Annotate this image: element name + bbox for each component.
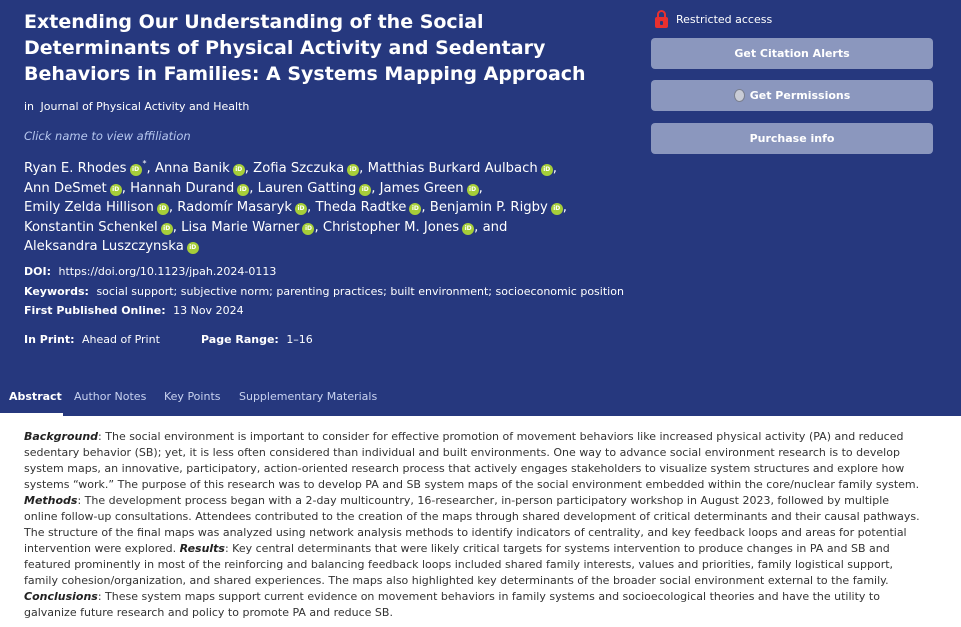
author-name[interactable]: Lisa Marie Warner <box>181 219 300 235</box>
methods-text: : The development process began with a 2-day multicountry, 16-researcher, in-person participatory workshop in August 2023, followed by multiple online follow-up consultations. Attendees contributed to the creation of the maps through shared development of critical determinants and their causal pathways. The structure of the final maps was analyzed using network analysis methods to identify indicators of centrality, and key feedback loops and areas for potential intervention were explored. <box>24 494 920 555</box>
background-text: : The social environment is important to consider for effective promotion of movement behaviors like increased physical activity (PA) and reduced sedentary behavior (SB); yet, it is less often considered than individual and built environments. One way to advance social environment research is to develop system maps, an innovative, participatory, action-oriented research process that actively engages stakeholders to visualize system structures and explore how systems “work.” The purpose of this research was to develop PA and SB system maps of the social environment embedded within the core/nuclear family system. <box>24 430 920 491</box>
restricted-access <box>655 10 772 28</box>
inprint-row <box>24 333 160 346</box>
orcid-icon[interactable]: iD <box>551 203 563 215</box>
author-and-word: and <box>482 219 508 235</box>
tab-supplementary-materials[interactable]: Supplementary Materials <box>239 390 378 403</box>
purchase-info-label: Purchase info <box>749 132 835 145</box>
author-name[interactable]: Emily Zelda Hillison <box>24 200 154 216</box>
active-tab-indicator <box>0 413 63 416</box>
citation-alerts-label: Get Citation Alerts <box>734 47 850 60</box>
orcid-icon[interactable]: iD <box>157 203 169 215</box>
inprint-value: Ahead of Print <box>82 333 160 346</box>
orcid-icon[interactable]: iD <box>302 223 314 235</box>
pagerange-value: 1–16 <box>286 333 313 346</box>
results-text: : Key central determinants that were likely critical targets for systems intervention to produce changes in PA and SB and featured prominently in most of the reinforcing and balancing feedback loops included shared family interests, values and priorities, family logistical support, family cohesion/organization, and shared experiences. The maps also highlighted key determinants of the broader social environment external to the family. <box>24 542 894 587</box>
published-value: 13 Nov 2024 <box>173 304 244 317</box>
conclusions-label: Conclusions <box>24 590 98 603</box>
abstract-body <box>24 429 926 621</box>
restricted-access-label: Restricted access <box>676 13 773 26</box>
permissions-label: Get Permissions <box>749 89 851 102</box>
orcid-icon[interactable]: iD <box>237 184 249 196</box>
author-name[interactable]: Benjamin P. Rigby <box>429 200 548 216</box>
author-name[interactable]: Anna Banik <box>154 161 230 176</box>
orcid-icon[interactable]: iD <box>347 164 359 176</box>
orcid-icon[interactable]: iD <box>409 203 421 215</box>
orcid-icon[interactable]: iD <box>110 184 122 196</box>
orcid-icon[interactable]: iD <box>130 164 142 176</box>
orcid-icon[interactable]: iD <box>462 223 474 235</box>
author-name[interactable]: James Green <box>379 180 464 196</box>
content-tabs <box>0 380 961 416</box>
purchase-info-button[interactable] <box>651 123 933 154</box>
author-name[interactable]: Radomír Masaryk <box>177 200 293 216</box>
author-name[interactable]: Hannah Durand <box>130 180 235 196</box>
journal-prefix: in <box>24 100 35 113</box>
doi-label: DOI: <box>24 265 51 278</box>
author-name[interactable]: Christopher M. Jones <box>322 219 460 235</box>
keywords-label: Keywords: <box>24 285 89 298</box>
view-affiliation-link[interactable]: Click name to view affiliation <box>24 129 191 143</box>
orcid-icon[interactable]: iD <box>467 184 479 196</box>
corresponding-author-marker: * <box>142 159 147 168</box>
lock-icon <box>655 10 668 28</box>
tab-author-notes[interactable]: Author Notes <box>74 390 147 403</box>
published-row <box>24 304 244 317</box>
author-name[interactable]: Aleksandra Luszczynska <box>24 239 184 255</box>
author-name[interactable]: Konstantin Schenkel <box>24 219 158 235</box>
doi-row <box>24 265 276 278</box>
author-name[interactable]: Ryan E. Rhodes <box>24 161 127 176</box>
orcid-icon[interactable]: iD <box>233 164 245 176</box>
background-label: Background <box>24 430 99 443</box>
author-name[interactable]: Zofia Szczuka <box>253 161 345 176</box>
doi-link[interactable]: https://doi.org/10.1123/jpah.2024-0113 <box>58 265 277 278</box>
pagerange-row <box>201 333 313 346</box>
tab-key-points[interactable]: Key Points <box>164 390 221 403</box>
author-name[interactable]: Theda Radtke <box>315 200 407 216</box>
author-name[interactable]: Ann DeSmet <box>24 180 107 196</box>
published-label: First Published Online: <box>24 304 166 317</box>
author-name[interactable]: Lauren Gatting <box>257 180 357 196</box>
orcid-icon[interactable]: iD <box>541 164 553 176</box>
orcid-icon[interactable]: iD <box>187 242 199 254</box>
author-name[interactable]: Matthias Burkard Aulbach <box>367 161 538 176</box>
permissions-icon <box>734 89 745 102</box>
journal-line <box>24 100 249 113</box>
conclusions-text: : These system maps support current evidence on movement behaviors in family systems and socioecological theories and have the utility to galvanize future research and policy to promote PA and reduce SB. <box>24 590 880 619</box>
keywords-value: social support; subjective norm; parenting practices; built environment; socioeconomic position <box>96 285 624 298</box>
author-list: Ryan E. Rhodes iD*, Anna Banik iD , Zofia Szczuka iD , Matthias Burkard Aulbach iD , Ann DeSmet iD , Hannah Durand iD , Lauren Gatting iD , James Green iD , Emily Zelda Hillison iD , Radomír Masaryk iD , Theda Radtke iD , Benjamin P. Rigby iD , Konstantin Schenkel iD , Lisa Marie Warner iD , Christopher M. Jones iD , and Aleksandra Luszczynska iD <box>24 159 567 255</box>
article-title: Extending Our Understanding of the Social Determinants of Physical Activity and Sedentary Behaviors in Families: A Systems Mapping Approach <box>24 11 586 85</box>
get-citation-alerts-button[interactable] <box>651 38 933 69</box>
pagerange-label: Page Range: <box>201 333 279 346</box>
tab-abstract[interactable]: Abstract <box>9 390 62 403</box>
orcid-icon[interactable]: iD <box>161 223 173 235</box>
orcid-icon[interactable]: iD <box>359 184 371 196</box>
methods-label: Methods <box>24 494 78 507</box>
orcid-icon[interactable]: iD <box>295 203 307 215</box>
inprint-label: In Print: <box>24 333 75 346</box>
get-permissions-button[interactable] <box>651 80 933 111</box>
keywords-row <box>24 285 624 298</box>
journal-link[interactable]: Journal of Physical Activity and Health <box>40 100 250 113</box>
results-label: Results <box>179 542 225 555</box>
